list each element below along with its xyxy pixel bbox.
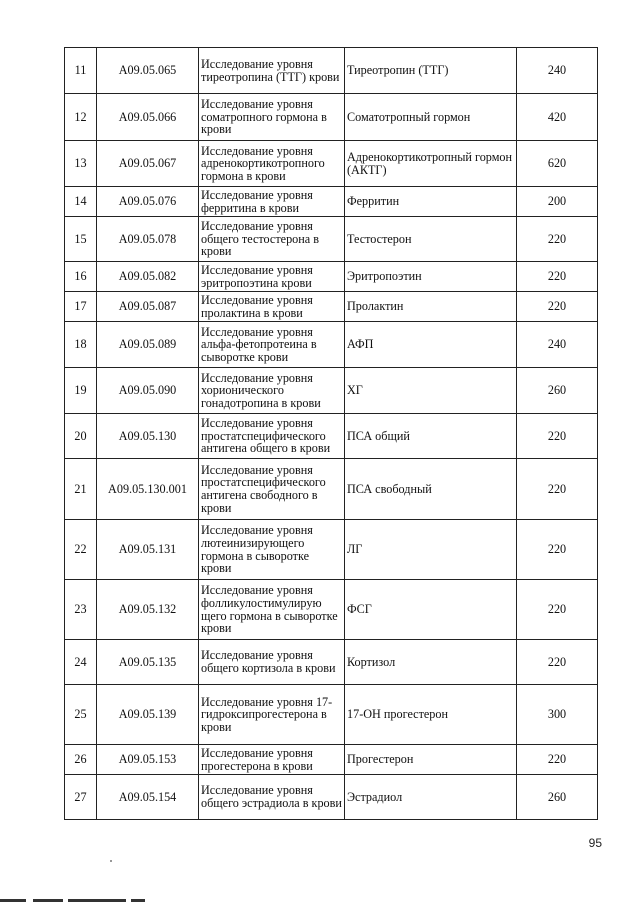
price-cell: 200: [517, 187, 598, 217]
table-row: [65, 262, 598, 292]
service-name-cell: Исследование уровня пролактина в крови: [199, 292, 345, 322]
short-name-cell: ХГ: [345, 368, 517, 414]
price-cell: 260: [517, 775, 598, 820]
table-row: [65, 775, 598, 820]
service-name-cell: Исследование уровня общего тестостерона в крови: [199, 217, 345, 262]
service-code-cell: A09.05.087: [97, 292, 199, 322]
row-number-cell: 22: [65, 520, 97, 580]
short-name-cell: Прогестерон: [345, 745, 517, 775]
price-cell: 420: [517, 94, 598, 141]
service-code-cell: A09.05.078: [97, 217, 199, 262]
short-name-cell: Адренокортикотропный гормон (АКТГ): [345, 141, 517, 187]
service-code-cell: A09.05.076: [97, 187, 199, 217]
row-number-cell: 17: [65, 292, 97, 322]
service-name-cell: Исследование уровня 17-гидроксипрогестерона в крови: [199, 685, 345, 745]
row-number-cell: 12: [65, 94, 97, 141]
row-number-cell: 24: [65, 640, 97, 685]
service-name-cell: Исследование уровня простатспецифического антигена свободного в крови: [199, 459, 345, 520]
service-name-cell: Исследование уровня лютеинизирующего гормона в сыворотке крови: [199, 520, 345, 580]
price-cell: 240: [517, 48, 598, 94]
short-name-cell: АФП: [345, 322, 517, 368]
service-code-cell: A09.05.153: [97, 745, 199, 775]
page-number: 95: [588, 836, 602, 850]
row-number-cell: 13: [65, 141, 97, 187]
short-name-cell: ПСА общий: [345, 414, 517, 459]
table-row: [65, 685, 598, 745]
row-number-cell: 21: [65, 459, 97, 520]
price-cell: 220: [517, 292, 598, 322]
table-row: [65, 141, 598, 187]
service-name-cell: Исследование уровня фолликулостимулирую щего гормона в сыворотке крови: [199, 580, 345, 640]
row-number-cell: 14: [65, 187, 97, 217]
short-name-cell: ПСА свободный: [345, 459, 517, 520]
table-row: [65, 459, 598, 520]
row-number-cell: 25: [65, 685, 97, 745]
price-cell: 220: [517, 217, 598, 262]
service-name-cell: Исследование уровня простатспецифического антигена общего в крови: [199, 414, 345, 459]
short-name-cell: Ферритин: [345, 187, 517, 217]
short-name-cell: Кортизол: [345, 640, 517, 685]
service-code-cell: A09.05.131: [97, 520, 199, 580]
price-cell: 260: [517, 368, 598, 414]
service-code-cell: A09.05.132: [97, 580, 199, 640]
service-name-cell: Исследование уровня ферритина в крови: [199, 187, 345, 217]
price-cell: 240: [517, 322, 598, 368]
row-number-cell: 15: [65, 217, 97, 262]
service-name-cell: Исследование уровня альфа-фетопротеина в сыворотке крови: [199, 322, 345, 368]
service-name-cell: Исследование уровня общего эстрадиола в крови: [199, 775, 345, 820]
service-code-cell: A09.05.082: [97, 262, 199, 292]
short-name-cell: 17-ОН прогестерон: [345, 685, 517, 745]
scan-speck: [110, 860, 112, 862]
short-name-cell: Эритропоэтин: [345, 262, 517, 292]
table-row: [65, 745, 598, 775]
service-code-cell: A09.05.090: [97, 368, 199, 414]
table-row: [65, 94, 598, 141]
price-table: [64, 47, 598, 820]
short-name-cell: ЛГ: [345, 520, 517, 580]
service-code-cell: A09.05.065: [97, 48, 199, 94]
price-cell: 620: [517, 141, 598, 187]
service-name-cell: Исследование уровня тиреотропина (ТТГ) крови: [199, 48, 345, 94]
row-number-cell: 20: [65, 414, 97, 459]
row-number-cell: 18: [65, 322, 97, 368]
price-cell: 220: [517, 745, 598, 775]
price-cell: 220: [517, 520, 598, 580]
service-code-cell: A09.05.135: [97, 640, 199, 685]
service-code-cell: A09.05.089: [97, 322, 199, 368]
table-row: [65, 292, 598, 322]
service-code-cell: A09.05.130.001: [97, 459, 199, 520]
row-number-cell: 27: [65, 775, 97, 820]
table-row: [65, 368, 598, 414]
price-cell: 220: [517, 414, 598, 459]
short-name-cell: Эстрадиол: [345, 775, 517, 820]
short-name-cell: Пролактин: [345, 292, 517, 322]
short-name-cell: Тиреотропин (ТТГ): [345, 48, 517, 94]
service-code-cell: A09.05.139: [97, 685, 199, 745]
price-cell: 220: [517, 459, 598, 520]
service-code-cell: A09.05.067: [97, 141, 199, 187]
service-name-cell: Исследование уровня общего кортизола в крови: [199, 640, 345, 685]
table-row: [65, 520, 598, 580]
price-cell: 220: [517, 580, 598, 640]
price-cell: 220: [517, 262, 598, 292]
row-number-cell: 26: [65, 745, 97, 775]
table-row: [65, 187, 598, 217]
table-row: [65, 414, 598, 459]
service-name-cell: Исследование уровня прогестерона в крови: [199, 745, 345, 775]
service-code-cell: A09.05.130: [97, 414, 199, 459]
short-name-cell: Тестостерон: [345, 217, 517, 262]
row-number-cell: 19: [65, 368, 97, 414]
short-name-cell: ФСГ: [345, 580, 517, 640]
service-name-cell: Исследование уровня эритропоэтина крови: [199, 262, 345, 292]
service-code-cell: A09.05.154: [97, 775, 199, 820]
service-name-cell: Исследование уровня адренокортикотропного гормона в крови: [199, 141, 345, 187]
short-name-cell: Соматотропный гормон: [345, 94, 517, 141]
table-row: [65, 580, 598, 640]
price-cell: 300: [517, 685, 598, 745]
table-row: [65, 640, 598, 685]
scan-edge-marks: [0, 897, 640, 903]
price-cell: 220: [517, 640, 598, 685]
price-table-body: [65, 48, 598, 820]
table-row: [65, 322, 598, 368]
table-row: [65, 48, 598, 94]
row-number-cell: 16: [65, 262, 97, 292]
service-name-cell: Исследование уровня хорионического гонадотропина в крови: [199, 368, 345, 414]
row-number-cell: 11: [65, 48, 97, 94]
service-code-cell: A09.05.066: [97, 94, 199, 141]
row-number-cell: 23: [65, 580, 97, 640]
service-name-cell: Исследование уровня соматропного гормона в крови: [199, 94, 345, 141]
table-row: [65, 217, 598, 262]
